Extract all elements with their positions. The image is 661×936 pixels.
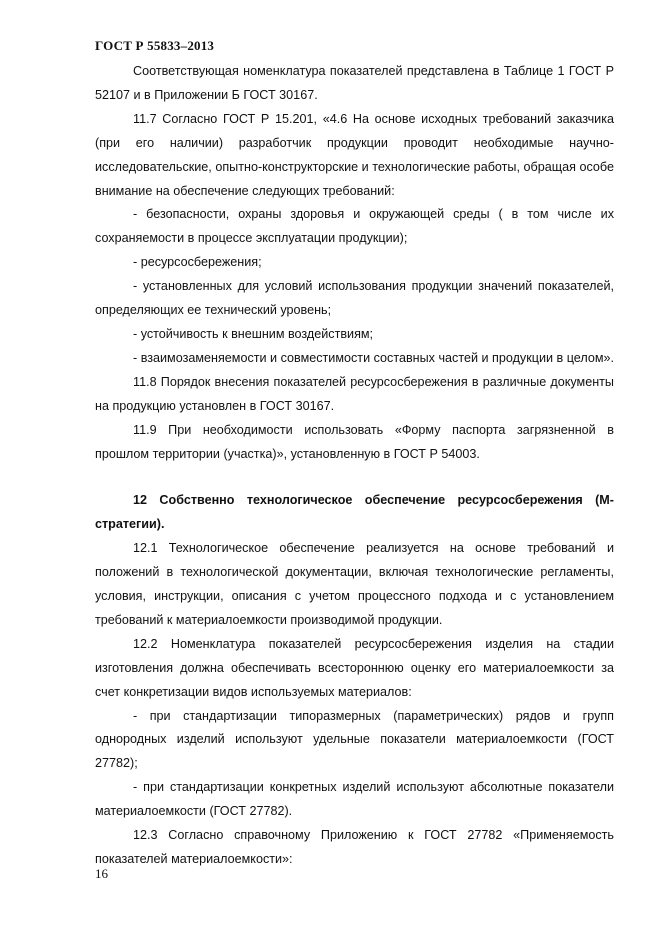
- paragraph-11-7: 11.7 Согласно ГОСТ Р 15.201, «4.6 На основе исходных требований заказчика (при его наличии) разработчик продукции проводит необходимые научно-исследовательские, опытно-конструкторские и технологические работы, обращая особе внимание на обеспечение следующих требований:: [95, 111, 614, 198]
- paragraph-12-3: 12.3 Согласно справочному Приложению к ГОСТ 27782 «Применяемость показателей материалоемкости»:: [95, 828, 614, 866]
- document-header: ГОСТ Р 55833–2013: [95, 38, 215, 53]
- paragraph-11-9: 11.9 При необходимости использовать «Форму паспорта загрязненной в прошлом территории (участка)», установленную в ГОСТ Р 54003.: [95, 422, 614, 461]
- paragraph-12-2: 12.2 Номенклатура показателей ресурсосбережения изделия на стадии изготовления должна обеспечивать всестороннюю оценку его материалоемкости за счет конкретизации видов используемых материалов:: [95, 636, 614, 699]
- list-item-technical-level: - установленных для условий использования продукции значений показателей, определяющих ее технический уровень;: [95, 279, 614, 318]
- paragraph-12-1: 12.1 Технологическое обеспечение реализуется на основе требований и положений в технологической документации, включая технологические регламенты, условия, инструкции, описания с учетом процессного подхода и с установлением требований к материалоемкости производимой продукции.: [95, 541, 614, 627]
- document-body: [95, 60, 614, 872]
- page-number: 16: [95, 866, 108, 881]
- paragraph-11-8: 11.8 Порядок внесения показателей ресурсосбережения в различные документы на продукцию установлен в ГОСТ 30167.: [95, 374, 614, 413]
- list-item-resource-saving: - ресурсосбережения;: [133, 255, 262, 270]
- list-item-specific-indicators: - при стандартизации типоразмерных (параметрических) рядов и групп однородных изделий используют удельные показатели материалоемкости (ГОСТ 27782);: [95, 708, 614, 771]
- paragraph-nomenclature: Соответствующая номенклатура показателей представлена в Таблице 1 ГОСТ Р 52107 и в Приложении Б ГОСТ 30167.: [95, 64, 614, 102]
- list-item-interchangeability: - взаимозаменяемости и совместимости составных частей и продукции в целом».: [133, 350, 615, 365]
- section-heading-12: 12 Собственно технологическое обеспечение ресурсосбережения (М-стратегии).: [95, 493, 614, 532]
- list-item-resistance: - устойчивость к внешним воздействиям;: [133, 326, 374, 341]
- list-item-safety: - безопасности, охраны здоровья и окружающей среды ( в том числе их сохраняемости в процессе эксплуатации продукции);: [95, 207, 614, 246]
- list-item-absolute-indicators: - при стандартизации конкретных изделий используют абсолютные показатели материалоемкости (ГОСТ 27782).: [95, 780, 614, 819]
